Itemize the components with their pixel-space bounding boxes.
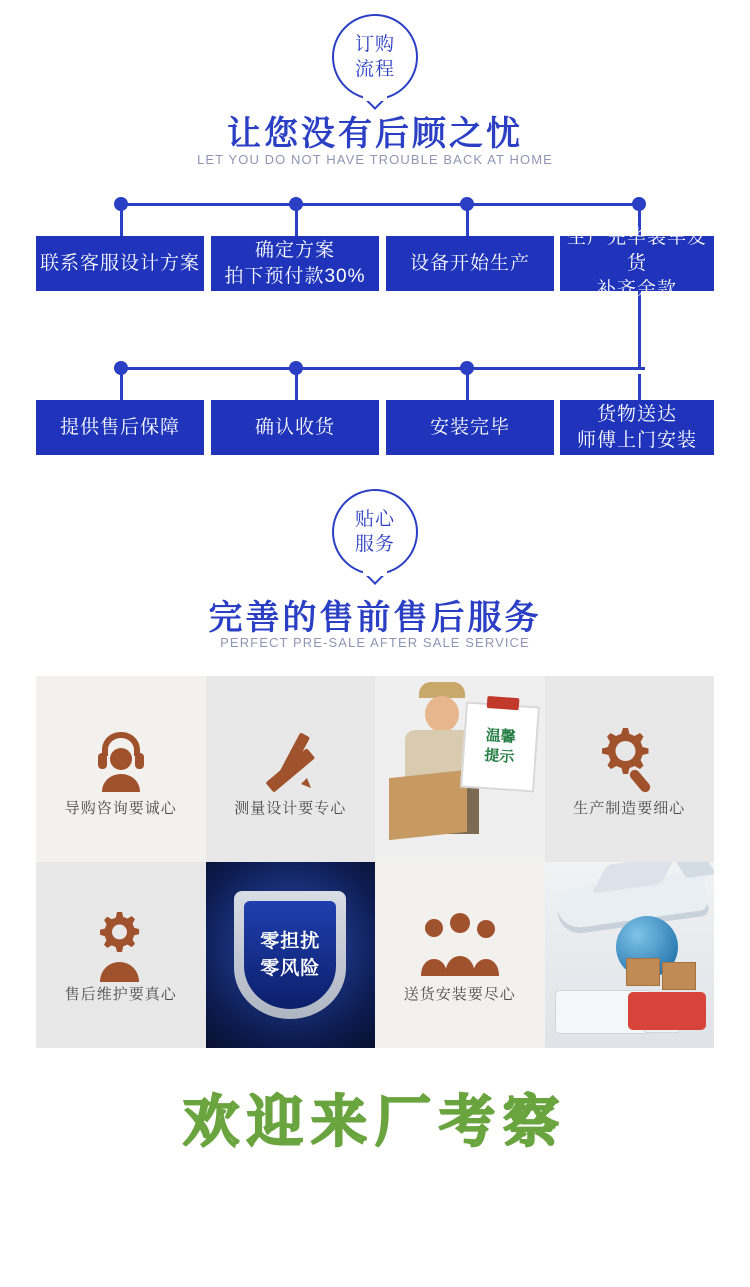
flow-line-row2: [120, 367, 645, 370]
flow-step-7-line1: 安装完毕: [429, 416, 510, 438]
notice-line-1: 温馨: [484, 726, 516, 747]
flow-step-2: [211, 236, 379, 291]
service-cell-consultation: [36, 676, 206, 862]
flow-step-5: [36, 400, 204, 455]
delivery-man-photo: [375, 676, 545, 862]
flow-dot-3: [460, 197, 474, 211]
carton-box: [389, 770, 467, 840]
flow-step-5-line1: 提供售后保障: [59, 416, 180, 438]
flow-step-8-line1: 货物送达: [596, 403, 677, 425]
service-cell-manufacture: [545, 676, 715, 862]
notice-clipboard: [460, 702, 540, 793]
flow-stem-6: [295, 374, 298, 400]
flow-step-2-line1: 确定方案: [254, 239, 335, 261]
flow-step-8: [560, 400, 714, 455]
service-badge-line-1: 贴心: [354, 509, 395, 530]
flow-step-2-line2: 拍下预付款30%: [224, 265, 366, 287]
people-group-icon: [418, 912, 502, 981]
flow-stem-5: [120, 374, 123, 400]
service-cell-logistics-photo: [545, 862, 715, 1048]
ordering-flow-badge: [332, 14, 418, 100]
badge-line-2: 流程: [354, 59, 395, 80]
face-shape: [425, 696, 459, 732]
shield-badge: [234, 891, 346, 1019]
shield-inner: [244, 901, 336, 1009]
van-icon: [628, 992, 706, 1030]
flow-line-row1: [120, 203, 645, 206]
flow-step-4: [560, 226, 714, 300]
badge-line-1: 订购: [354, 34, 395, 55]
ruler-pencil-icon: [255, 726, 325, 801]
service-cell-1-label: 导购咨询要诚心: [64, 800, 177, 817]
flow-step-1: [36, 236, 204, 291]
flow-step-3: [386, 236, 554, 291]
flow-stem-1: [120, 210, 123, 236]
flow-step-4-line2: 补齐余款: [596, 278, 677, 300]
flow-step-8-line2: 师傅上门安装: [576, 429, 697, 451]
service-cell-2-label: 测量设计要专心: [234, 800, 347, 817]
flow-dot-1: [114, 197, 128, 211]
flow-stem-2: [295, 210, 298, 236]
service-cell-4-label: 生产制造要细心: [573, 800, 686, 817]
service-badge-line-2: 服务: [354, 534, 395, 555]
headset-operator-icon: [90, 726, 152, 797]
service-cell-5-label: 售后维护要真心: [64, 986, 177, 1003]
flow-step-7: [386, 400, 554, 455]
flow-dot-2: [289, 197, 303, 211]
flow-step-6: [211, 400, 379, 455]
flow-dot-7: [460, 361, 474, 375]
carton-icon-2: [662, 962, 696, 990]
person-gear-icon: [87, 912, 155, 987]
service-cell-delivery-photo: [375, 676, 545, 862]
flow-dot-4: [632, 197, 646, 211]
section1-heading-en: LET YOU DO NOT HAVE TROUBLE BACK AT HOME: [197, 152, 553, 167]
clipboard-clip: [486, 696, 519, 710]
flow-stem-7: [466, 374, 469, 400]
flow-step-4-line1: 生产完毕装车发货: [566, 226, 707, 274]
service-cell-shield: [206, 862, 376, 1048]
flow-step-3-line1: 设备开始生产: [409, 252, 530, 274]
flow-dot-5: [114, 361, 128, 375]
service-cell-measure: [206, 676, 376, 862]
badge-tail-cover: [363, 93, 387, 101]
shield-line-2: 零风险: [260, 958, 321, 979]
notice-line-2: 提示: [483, 746, 515, 767]
flow-stem-8: [638, 374, 641, 400]
service-cell-installation: [375, 862, 545, 1048]
section2-heading-en: PERFECT PRE-SALE AFTER SALE SERVICE: [220, 635, 530, 650]
section2-heading-cn: 完善的售前售后服务: [208, 599, 542, 637]
service-grid: [36, 676, 714, 1048]
flow-stem-3: [466, 210, 469, 236]
section1-heading-cn: 让您没有后顾之忧: [227, 115, 523, 153]
service-badge-tail-cover: [363, 568, 387, 576]
flow-step-1-line1: 联系客服设计方案: [39, 252, 200, 274]
service-cell-aftersales: [36, 862, 206, 1048]
carton-icon-1: [626, 958, 660, 986]
shield-line-1: 零担扰: [260, 931, 321, 952]
magnifier-gear-icon: [595, 726, 663, 799]
footer-slogan: 欢迎来厂考察: [183, 1090, 567, 1153]
logistics-photo: [545, 862, 715, 1048]
service-badge: [332, 489, 418, 575]
service-cell-7-label: 送货安装要尽心: [403, 986, 516, 1003]
flow-step-6-line1: 确认收货: [254, 416, 335, 438]
flow-dot-6: [289, 361, 303, 375]
